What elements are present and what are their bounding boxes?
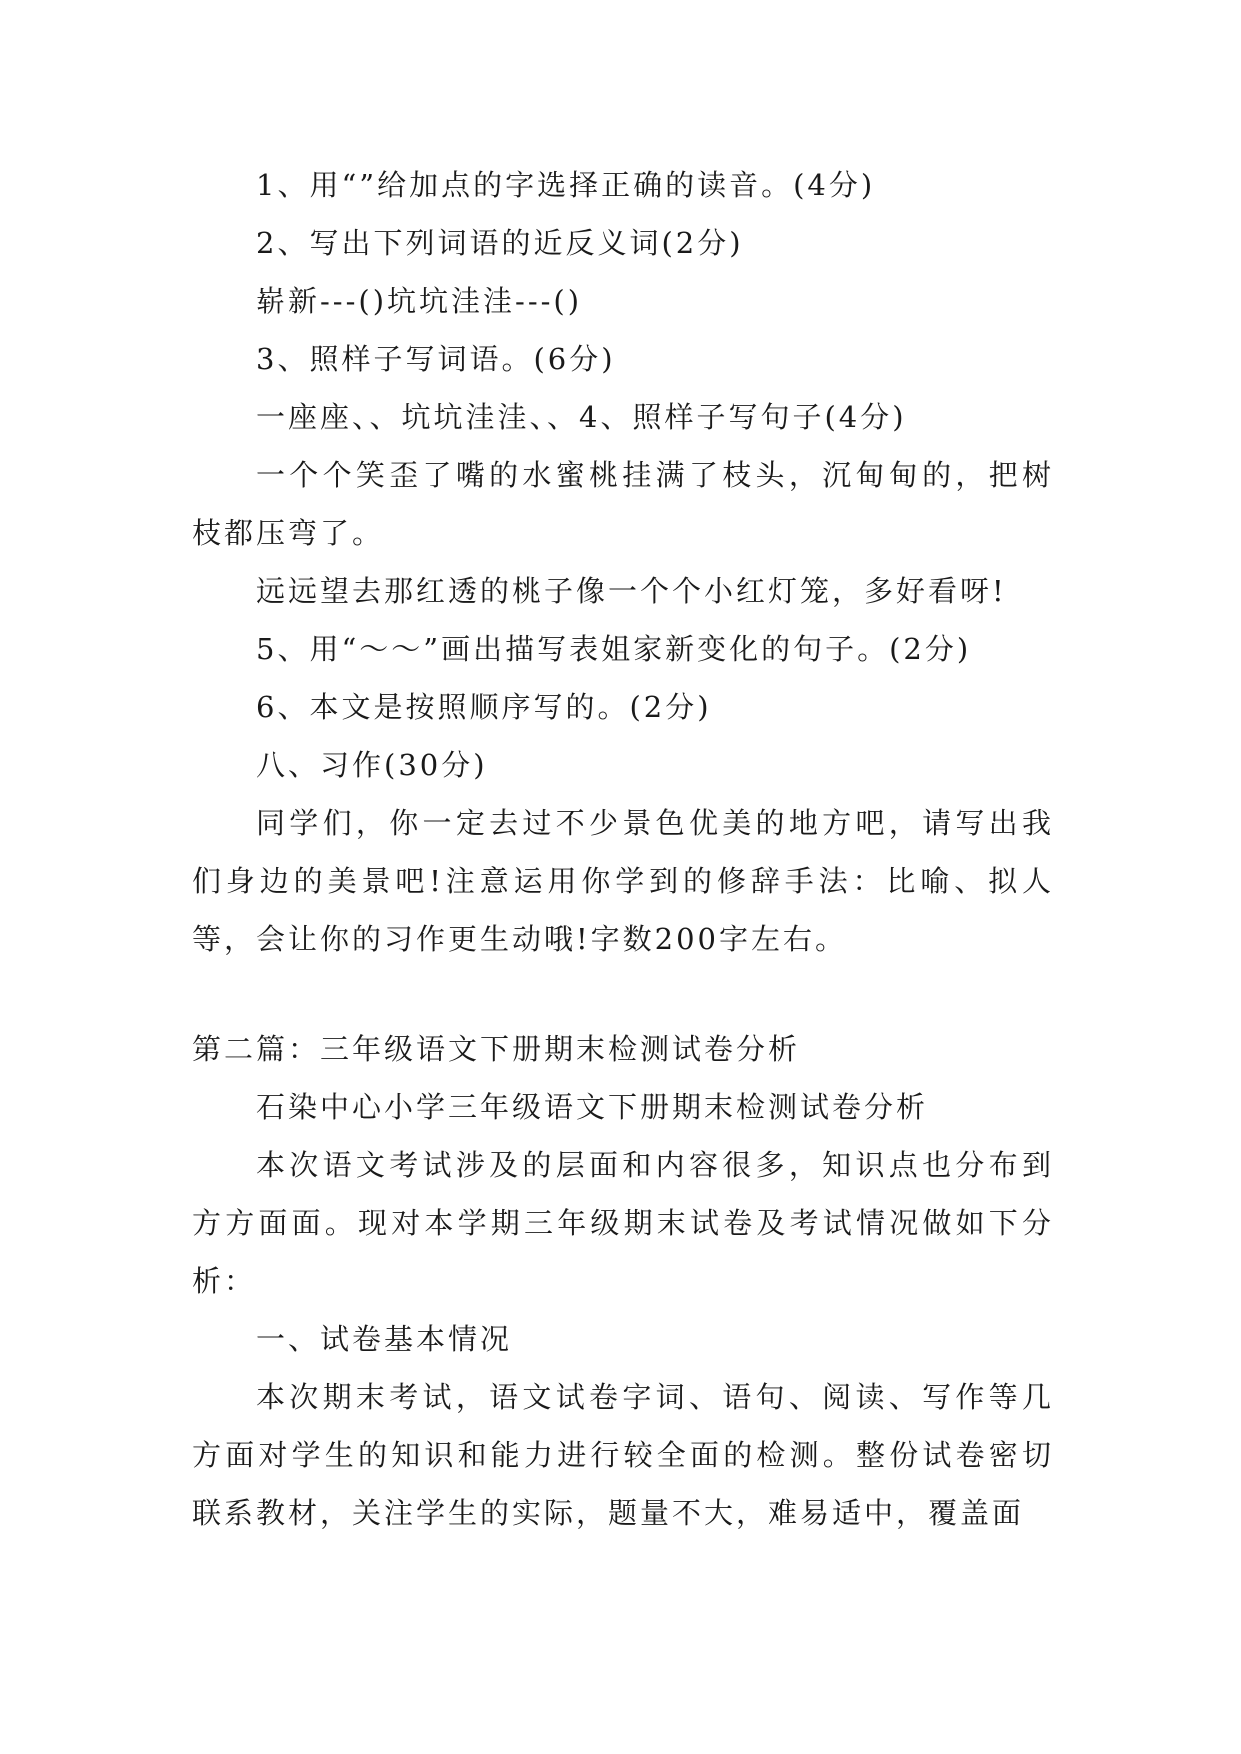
question-5: 5、用“～～”画出描写表姐家新变化的句子。(2分)	[256, 632, 972, 666]
question-6: 6、本文是按照顺序写的。(2分)	[256, 690, 712, 724]
analysis-section	[192, 1020, 1054, 1542]
article-subtitle: 石染中心小学三年级语文下册期末检测试卷分析	[256, 1090, 929, 1124]
basic-situation-paragraph: 本次期末考试，语文试卷字词、语句、阅读、写作等几方面对学生的知识和能力进行较全面的检测。整份试卷密切联系教材，关注学生的实际，题量不大，难易适中，覆盖面	[192, 1380, 1054, 1530]
writing-prompt: 同学们，你一定去过不少景色优美的地方吧，请写出我们身边的美景吧!注意运用你学到的修辞手法：比喻、拟人等，会让你的习作更生动哦!字数200字左右。	[192, 806, 1054, 956]
question-3-4: 一座座、、坑坑洼洼、、4、照样子写句子(4分)	[256, 400, 907, 434]
sample-sentence-lantern: 远远望去那红透的桃子像一个个小红灯笼，多好看呀!	[256, 574, 1007, 608]
section-basic-heading: 一、试卷基本情况	[256, 1322, 513, 1356]
exam-questions-section	[192, 156, 1054, 968]
sample-sentence-peach: 一个个笑歪了嘴的水蜜桃挂满了枝头，沉甸甸的，把树枝都压弯了。	[192, 458, 1054, 550]
question-3: 3、照样子写词语。(6分)	[256, 342, 616, 376]
question-1: 1、用“”给加点的字选择正确的读音。(4分)	[256, 168, 876, 202]
question-2-blanks: 崭新---()坑坑洼洼---()	[256, 284, 583, 318]
question-2: 2、写出下列词语的近反义词(2分)	[256, 226, 744, 260]
article-heading: 第二篇：三年级语文下册期末检测试卷分析	[192, 1032, 801, 1066]
article-intro-paragraph: 本次语文考试涉及的层面和内容很多，知识点也分布到方方面面。现对本学期三年级期末试卷及考试情况做如下分析：	[192, 1148, 1054, 1298]
section-writing-heading: 八、习作(30分)	[256, 748, 488, 782]
